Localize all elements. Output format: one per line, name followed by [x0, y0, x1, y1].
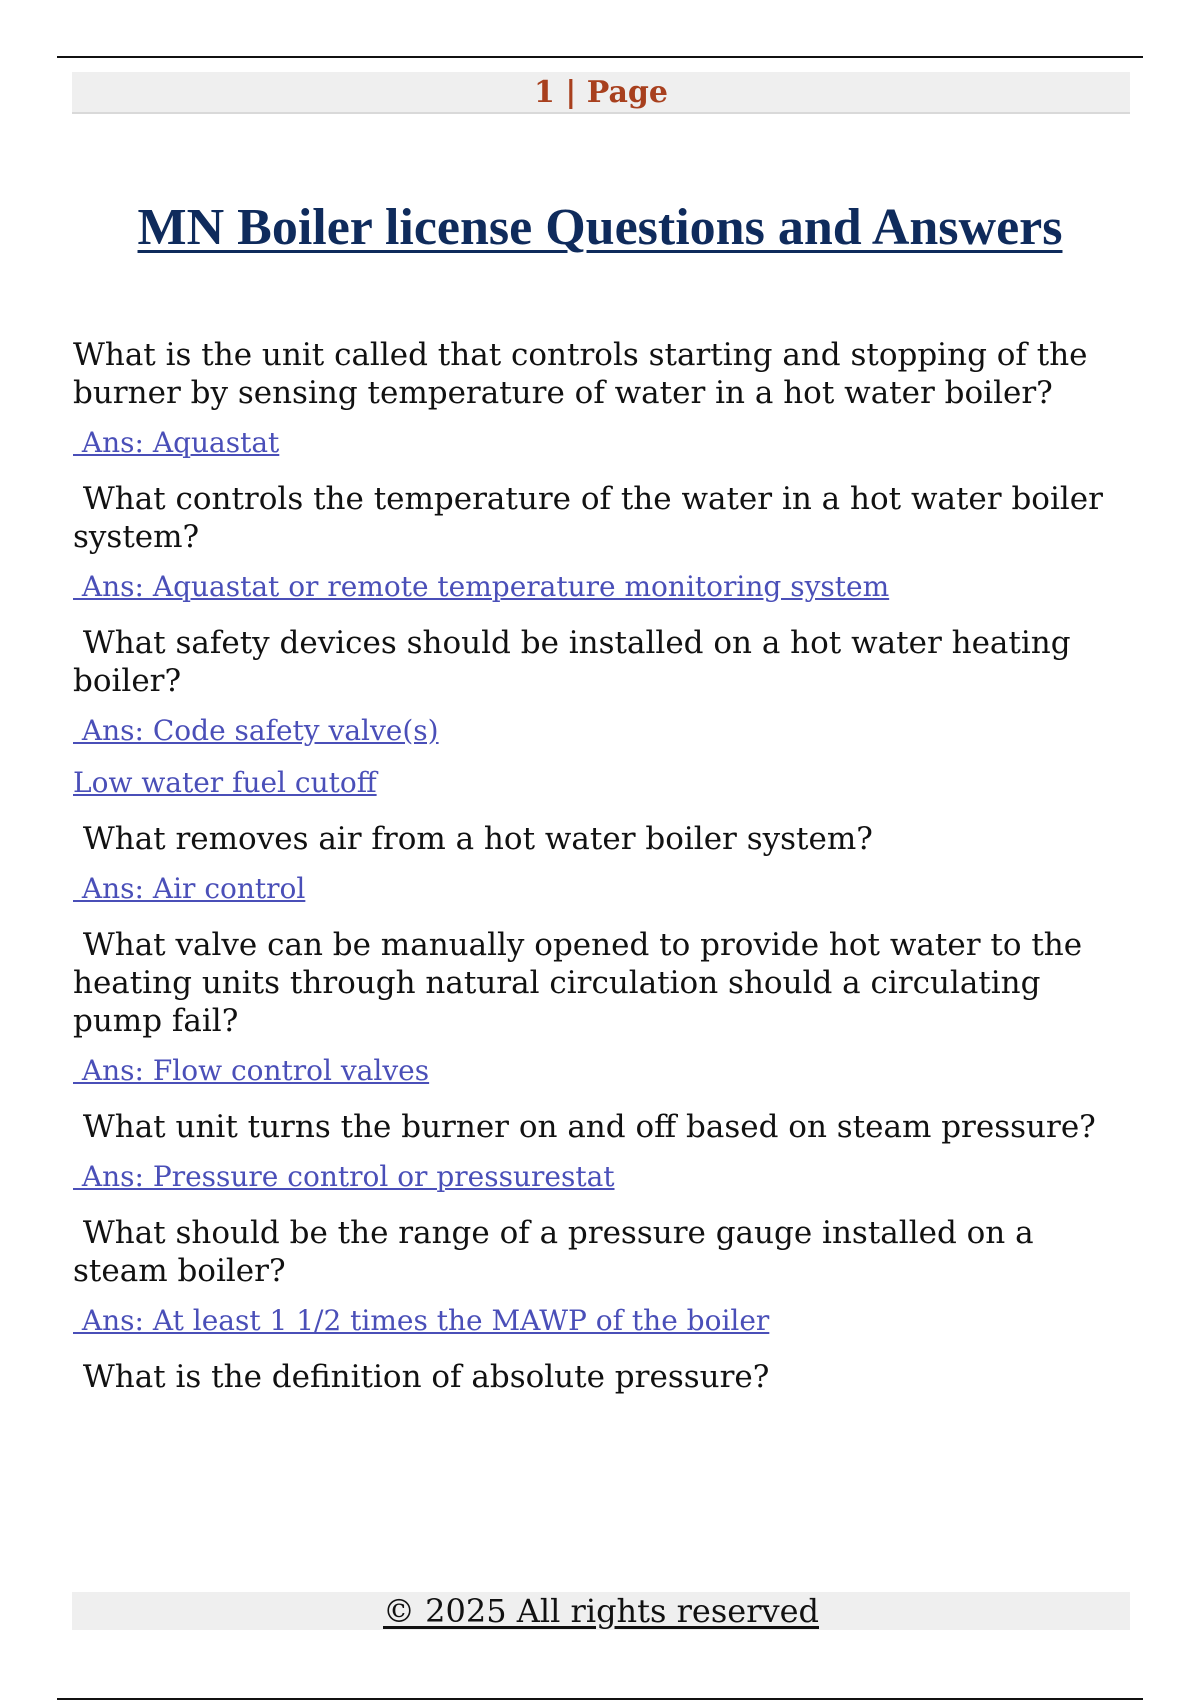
copyright-notice: © 2025 All rights reserved — [383, 1592, 819, 1630]
question-text: What should be the range of a pressure gauge installed on a steam boiler? — [73, 1215, 1044, 1289]
qa-item — [73, 1358, 1133, 1396]
answer-link[interactable]: Ans: Pressure control or pressurestat — [73, 1160, 615, 1193]
question-text: What safety devices should be installed on a hot water heating boiler? — [73, 625, 1081, 699]
answer-link[interactable]: Low water fuel cutoff — [73, 766, 377, 799]
question-text: What is the unit called that controls starting and stopping of the burner by sensing temperature of water in a hot water boiler? — [73, 337, 1098, 411]
qa-item — [73, 336, 1133, 460]
question-text: What unit turns the burner on and off based on steam pressure? — [73, 1109, 1096, 1145]
qa-item — [73, 926, 1133, 1088]
answer-link[interactable]: Ans: Flow control valves — [73, 1054, 430, 1087]
page-number-label: 1 | Page — [534, 74, 668, 110]
page-footer — [72, 1592, 1130, 1630]
answer-link[interactable]: Ans: Code safety valve(s) — [73, 714, 439, 747]
document-title-text: MN Boiler license Questions and Answers — [137, 199, 1063, 256]
qa-item — [73, 1214, 1133, 1338]
qa-item — [73, 624, 1133, 800]
question-text: What removes air from a hot water boiler system? — [73, 821, 873, 857]
question-text: What controls the temperature of the water in a hot water boiler system? — [73, 481, 1113, 555]
document-title — [0, 198, 1200, 257]
answer-link[interactable]: Ans: At least 1 1/2 times the MAWP of the boiler — [73, 1304, 770, 1337]
top-rule — [57, 56, 1143, 58]
qa-item — [73, 480, 1133, 604]
qa-list — [73, 336, 1133, 1416]
answer-link[interactable]: Ans: Air control — [73, 872, 306, 905]
page-header — [72, 72, 1130, 114]
qa-item — [73, 820, 1133, 906]
question-text: What valve can be manually opened to provide hot water to the heating units through natural circulation should a circulating pump fail? — [73, 927, 1092, 1039]
qa-item — [73, 1108, 1133, 1194]
answer-link[interactable]: Ans: Aquastat — [73, 426, 280, 459]
question-text: What is the definition of absolute pressure? — [73, 1359, 770, 1395]
answer-link[interactable]: Ans: Aquastat or remote temperature monitoring system — [73, 570, 890, 603]
